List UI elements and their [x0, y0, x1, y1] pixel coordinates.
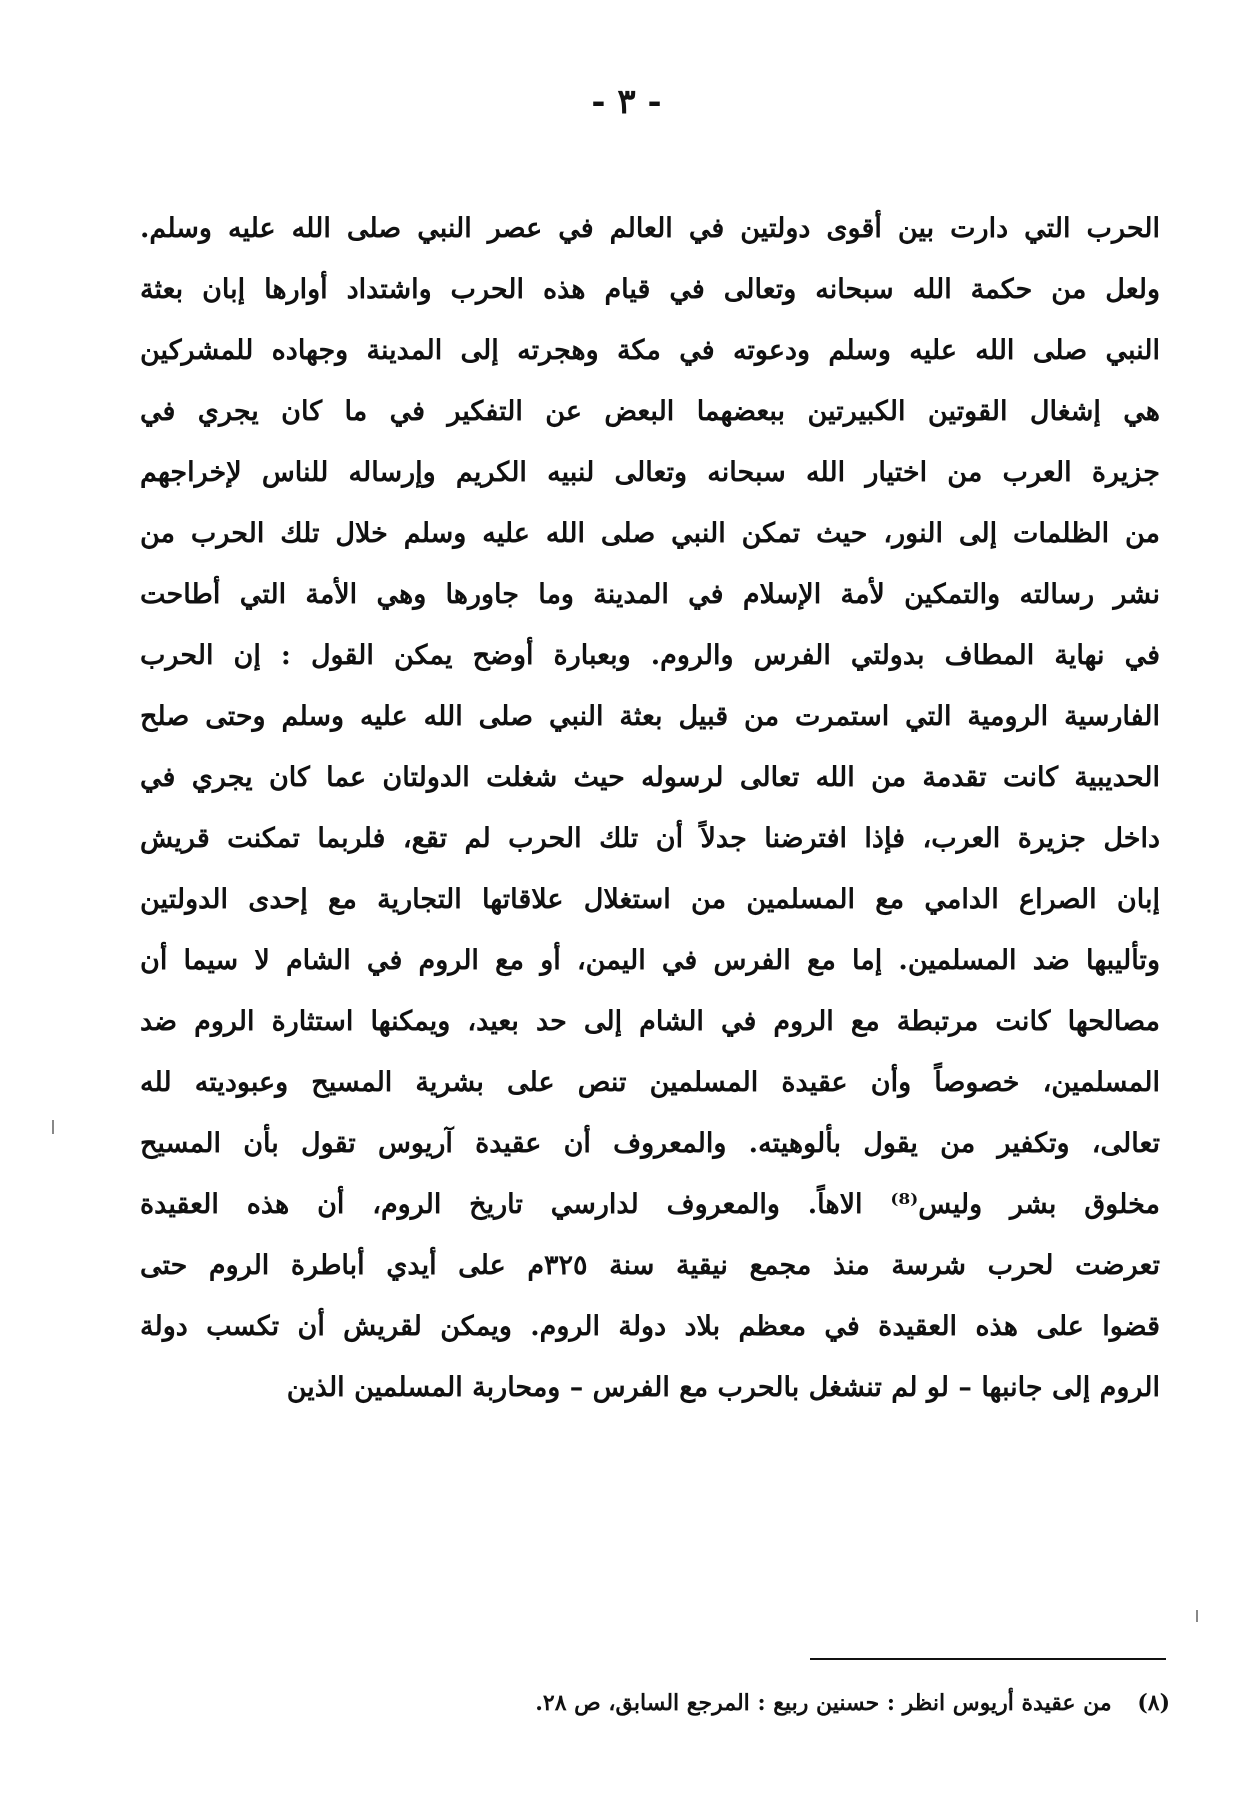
text-line: الحرب التي دارت بين أقوى دولتين في العالم في عصر النبي صلى الله عليه وسلم.	[140, 213, 1160, 244]
text-line: ولعل من حكمة الله سبحانه وتعالى في قيام هذه الحرب واشتداد أوارها إبان بعثة	[140, 274, 1160, 305]
footnote-text: من عقيدة أريوس انظر : حسنين ربيع : المرجع السابق، ص ٢٨.	[535, 1690, 1112, 1716]
footnote-divider	[810, 1658, 1166, 1660]
text-line: جزيرة العرب من اختيار الله سبحانه وتعالى لنبيه الكريم وإرساله للناس لإخراجهم	[140, 457, 1160, 488]
text-line: مصالحها كانت مرتبطة مع الروم في الشام إلى حد بعيد، ويمكنها استثارة الروم ضد	[140, 1006, 1160, 1037]
text-line: المسلمين، خصوصاً وأن عقيدة المسلمين تنص على بشرية المسيح وعبوديته لله	[140, 1067, 1160, 1098]
text-line: في نهاية المطاف بدولتي الفرس والروم. وبعبارة أوضح يمكن القول : إن الحرب	[140, 640, 1160, 671]
footnote-marker: (٨)	[1137, 1690, 1170, 1716]
text-line: الروم إلى جانبها – لو لم تنشغل بالحرب مع الفرس – ومحاربة المسلمين الذين	[286, 1372, 1160, 1403]
text-line: وتأليبها ضد المسلمين. إما مع الفرس في اليمن، أو مع الروم في الشام لا سيما أن	[140, 945, 1160, 976]
footnote	[300, 1690, 1170, 1716]
body-text	[140, 198, 1160, 1418]
text-line: مخلوق بشر وليس⁽⁸⁾ الاهاً. والمعروف لدارسي تاريخ الروم، أن هذه العقيدة	[140, 1189, 1160, 1220]
text-line: نشر رسالته والتمكين لأمة الإسلام في المدينة وما جاورها وهي الأمة التي أطاحت	[140, 579, 1160, 610]
text-line: النبي صلى الله عليه وسلم ودعوته في مكة وهجرته إلى المدينة وجهاده للمشركين	[140, 335, 1160, 366]
scan-speck	[1196, 1610, 1198, 1622]
text-line: الفارسية الرومية التي استمرت من قبيل بعثة النبي صلى الله عليه وسلم وحتى صلح	[140, 701, 1160, 732]
text-line: الحديبية كانت تقدمة من الله تعالى لرسوله حيث شغلت الدولتان عما كان يجري في	[140, 762, 1160, 793]
text-line: تعرضت لحرب شرسة منذ مجمع نيقية سنة ٣٢٥م على أيدي أباطرة الروم حتى	[140, 1250, 1160, 1281]
text-line: تعالى، وتكفير من يقول بألوهيته. والمعروف أن عقيدة آريوس تقول بأن المسيح	[140, 1128, 1160, 1159]
text-line: قضوا على هذه العقيدة في معظم بلاد دولة الروم. ويمكن لقريش أن تكسب دولة	[140, 1311, 1160, 1342]
text-line: داخل جزيرة العرب، فإذا افترضنا جدلاً أن تلك الحرب لم تقع، فلربما تمكنت قريش	[140, 823, 1160, 854]
text-line: إبان الصراع الدامي مع المسلمين من استغلال علاقاتها التجارية مع إحدى الدولتين	[140, 884, 1160, 915]
scan-speck	[52, 1120, 54, 1134]
text-line: من الظلمات إلى النور، حيث تمكن النبي صلى الله عليه وسلم خلال تلك الحرب من	[140, 518, 1160, 549]
text-line: هي إشغال القوتين الكبيرتين ببعضهما البعض عن التفكير في ما كان يجري في	[140, 396, 1160, 427]
page-number: - ٣ -	[591, 82, 662, 122]
